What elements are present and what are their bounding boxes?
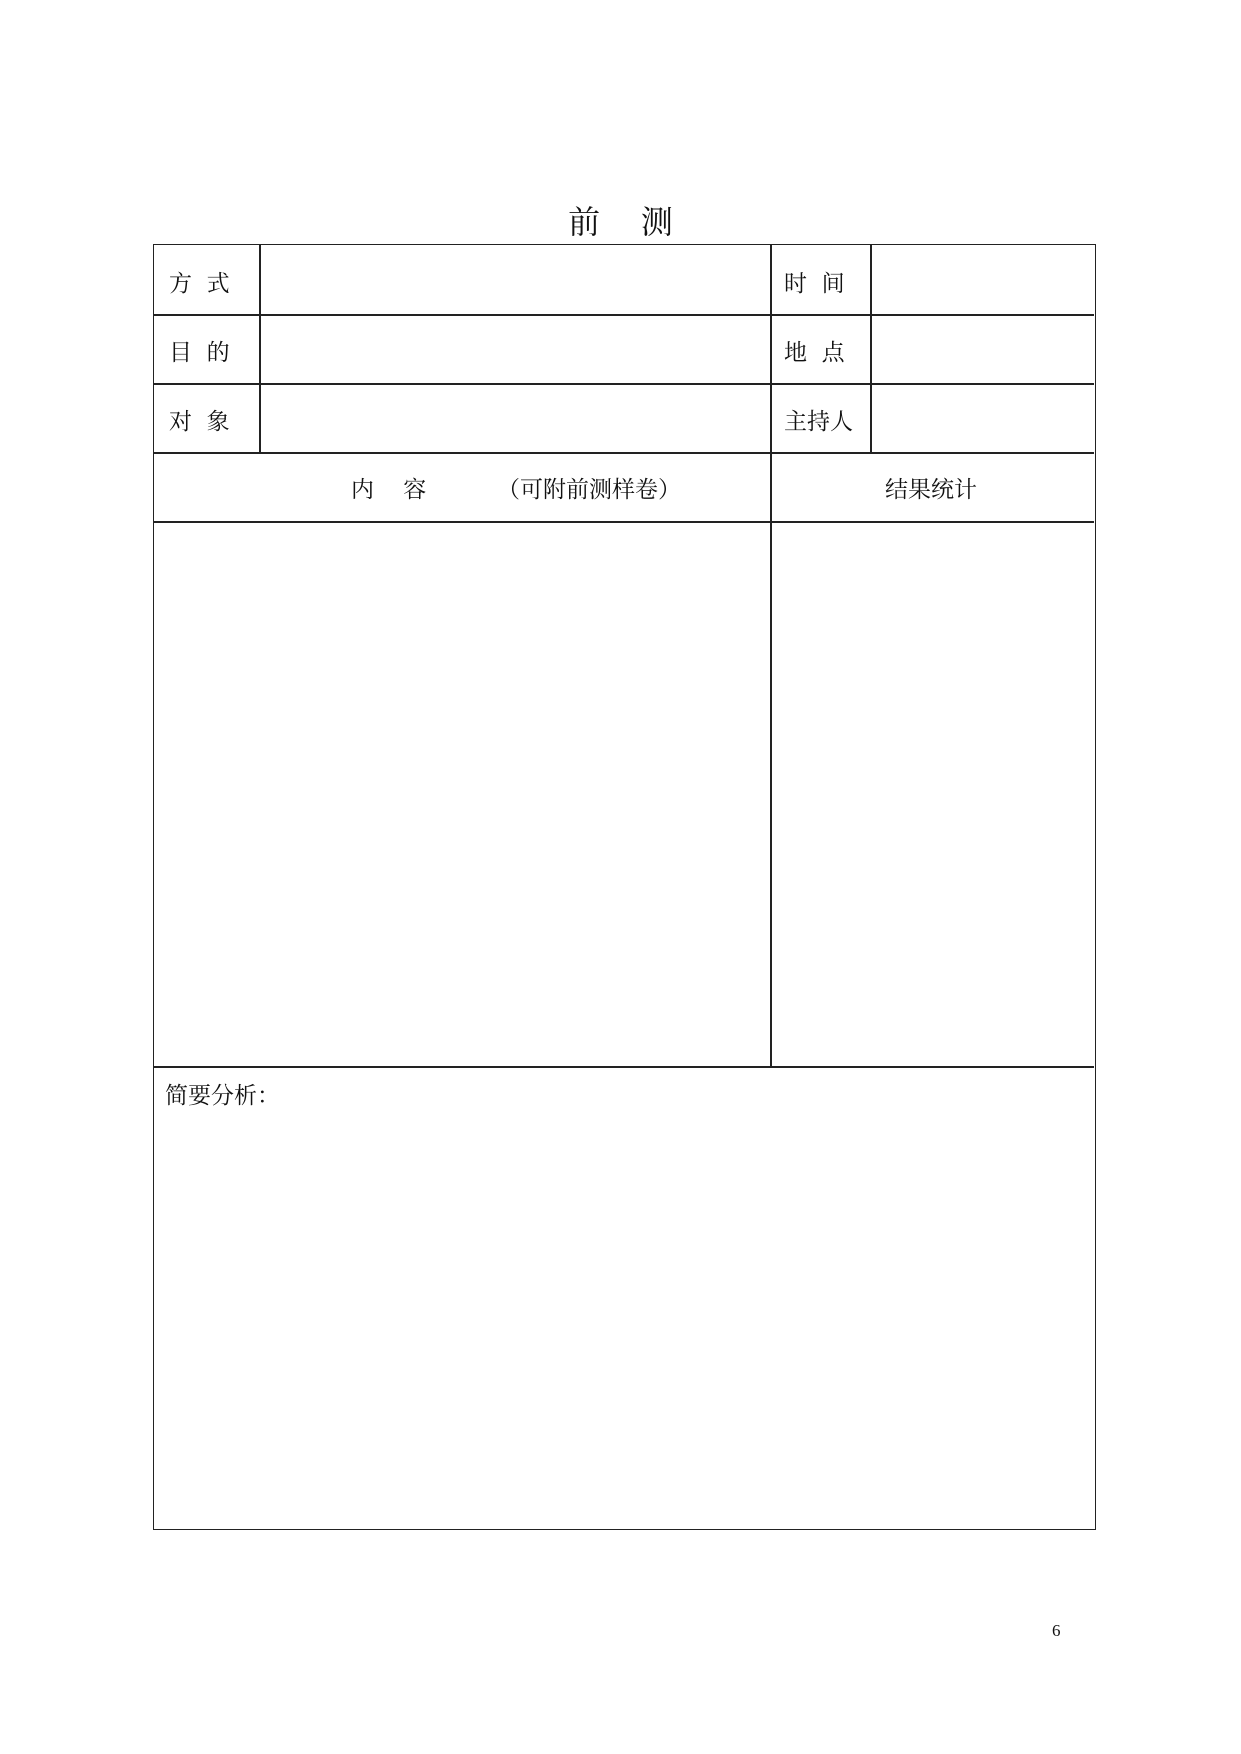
host-field[interactable] [872,384,1094,452]
brief-analysis-label: 简要分析： [165,1083,280,1109]
host-label: 主持人 [784,409,853,435]
purpose-field[interactable] [260,315,770,383]
form-title: 前 测 [568,203,673,241]
result-statistics-area[interactable] [772,523,1094,1066]
result-statistics-label: 结果统计 [885,477,977,503]
content-label: 内 容 [351,477,427,503]
row-divider-3 [154,452,1094,454]
content-note: （可附前测样卷） [497,477,681,503]
page-number: 6 [1052,1621,1061,1640]
pretest-form-table [153,244,1096,1530]
purpose-label: 目 的 [169,340,230,366]
content-area[interactable] [154,523,770,1066]
method-field[interactable] [260,245,770,314]
time-field[interactable] [872,245,1094,314]
place-field[interactable] [872,315,1094,383]
place-label: 地 点 [784,340,845,366]
method-label: 方 式 [169,271,230,297]
object-label: 对 象 [169,409,230,435]
object-field[interactable] [260,384,770,452]
time-label: 时 间 [784,271,845,297]
brief-analysis-area[interactable] [154,1068,1094,1528]
